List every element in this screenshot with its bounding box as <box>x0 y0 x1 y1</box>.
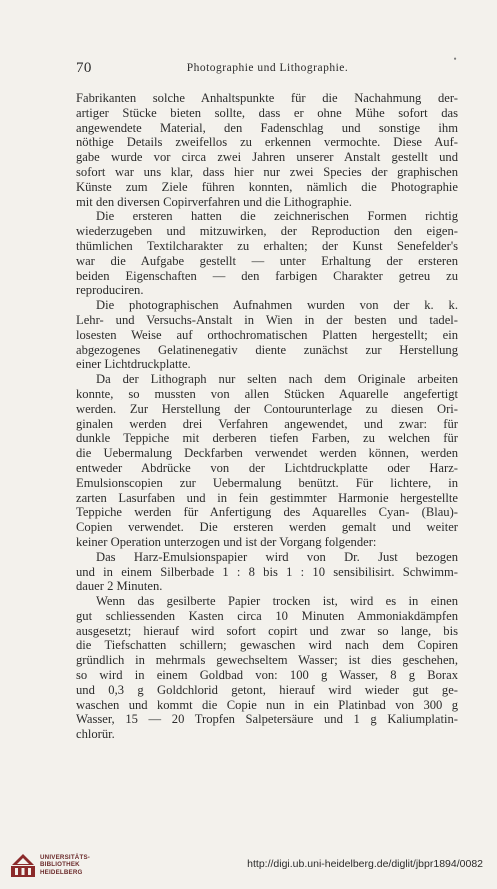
text-line: Emulsionscopien zur Uebermalung benützt. Für lichtere, in <box>76 475 458 490</box>
text-line: wiederzugeben und mitzuwirken, der Reproduction den eigen- <box>76 224 458 239</box>
text-line: einer Lichtdruckplatte. <box>76 357 191 372</box>
footer <box>0 852 497 889</box>
text-line: ausgesetzt; hierauf wird sofort copirt und zwar so lange, bis <box>76 623 458 638</box>
text-line: gabe wurde vor circa zwei Jahren unserer Anstalt gestellt und <box>76 150 458 165</box>
text-line: Die ersteren hatten die zeichnerischen Formen richtig <box>96 209 458 224</box>
text-line: nöthige Details zweifellos zu erkennen vermochte. Diese Auf- <box>76 135 458 150</box>
text-line: beiden Eigenschaften — den farbigen Charakter getreu zu <box>76 268 458 283</box>
running-head <box>76 54 459 82</box>
text-line: werden. Zur Herstellung der Contourunterlage zu diesen Ori- <box>76 401 458 416</box>
text-line: konnte, so mussten von allen Stücken Aquarelle angefertigt <box>76 386 458 401</box>
text-line: keiner Operation unterzogen und ist der Vorgang folgender: <box>76 534 377 549</box>
library-logo-text <box>40 854 90 876</box>
text-line: Fabrikanten solche Anhaltspunkte für die Nachahmung der- <box>76 91 458 105</box>
text-line: Das Harz-Emulsionspapier wird von Dr. Just bezogen <box>96 549 458 564</box>
text-line: losesten Weise auf orthochromatischen Platten hergestellt; ein <box>76 327 458 342</box>
text-line: Die photographischen Aufnahmen wurden von der k. k. <box>96 298 458 313</box>
text-line: war die Aufgabe gestellt — unter Erhaltung der ersteren <box>76 253 458 268</box>
text-line: zarten Lasurfaben und in fein gestimmter Harmonie hergestellte <box>76 490 458 505</box>
logo-line: UNIVERSITÄTS- <box>40 854 91 861</box>
text-line: waschen und kommt die Copie nun in ein Platinbad von 300 g <box>76 697 458 712</box>
text-line: und 0,3 g Goldchlorid getont, hierauf wird wieder gut ge- <box>76 682 458 697</box>
text-line: dunkle Teppiche mit derberen tiefen Farben, zu welchen für <box>76 431 458 446</box>
digital-library-url[interactable]: http://digi.ub.uni-heidelberg.de/diglit/jbpr1894/0082 <box>247 858 483 870</box>
text-line: die Uebermalung Deckfarben verwendet werden können, werden <box>76 446 458 461</box>
text-line: gut schliessenden Kasten circa 10 Minuten Ammoniakdämpfen <box>76 608 458 623</box>
text-line: reproduciren. <box>76 283 144 298</box>
text-line: mit den diversen Copirverfahren und die Lithographie. <box>76 194 352 209</box>
text-line: entweder Abdrücke von der Lichtdruckplatte oder Harz- <box>76 460 458 475</box>
text-line: die Tiefschatten schillern; gewaschen wird nach dem Copiren <box>76 638 458 653</box>
logo-line: BIBLIOTHEK <box>40 861 80 869</box>
text-line: gründlich in mehrmals gewechseltem Wasser; ist dies geschehen, <box>76 653 458 668</box>
page-number: 70 <box>76 60 92 76</box>
text-line: ginalen werden drei Verfahren angewendet, und zwar: für <box>76 416 458 431</box>
text-line: abgezogenes Gelatinenegativ diente zunächst zur Herstellung <box>76 342 458 357</box>
library-logo-icon <box>10 852 36 878</box>
text-line: dauer 2 Minuten. <box>76 579 163 594</box>
text-line: Copien verwendet. Die ersteren werden gemalt und weiter <box>76 520 458 535</box>
body-text <box>76 91 458 742</box>
text-line: thümlichen Textilcharakter zu erhalten; der Kunst Senefelder's <box>76 238 458 253</box>
text-line: so wird in einem Goldbad von: 100 g Wasser, 8 g Borax <box>76 668 458 683</box>
text-line: chlorür. <box>76 727 115 742</box>
text-line: Da der Lithograph nur selten nach dem Originale arbeiten <box>96 372 458 387</box>
text-line: Wasser, 15 — 20 Tropfen Salpetersäure und 1 g Kaliumplatin- <box>76 712 458 727</box>
text-line: artiger Stücke bieten sollte, dass er ohne Mühe sofort das <box>76 105 458 120</box>
text-line: Lehr- und Versuchs-Anstalt in Wien in der besten und tadel- <box>76 312 458 327</box>
corner-mark: • <box>453 54 457 64</box>
text-line: Künste zum Ziele führen konnten, nämlich die Photographie <box>76 179 458 194</box>
text-line: Wenn das gesilberte Papier trocken ist, wird es in einen <box>96 594 458 609</box>
text-line: angewendete Material, den Fadenschlag und sonstige ihm <box>76 120 458 135</box>
logo-line: HEIDELBERG <box>40 868 83 876</box>
text-line: und in einem Silberbade 1 : 8 bis 1 : 10 sensibilisirt. Schwimm- <box>76 564 458 579</box>
running-head-title: Photographie und Lithographie. <box>186 62 349 74</box>
text-line: sofort war uns klar, dass hier nur zwei Species der graphischen <box>76 164 458 179</box>
text-line: Teppiche werden für Anfertigung des Aquarelles Cyan- (Blau)- <box>76 505 458 520</box>
